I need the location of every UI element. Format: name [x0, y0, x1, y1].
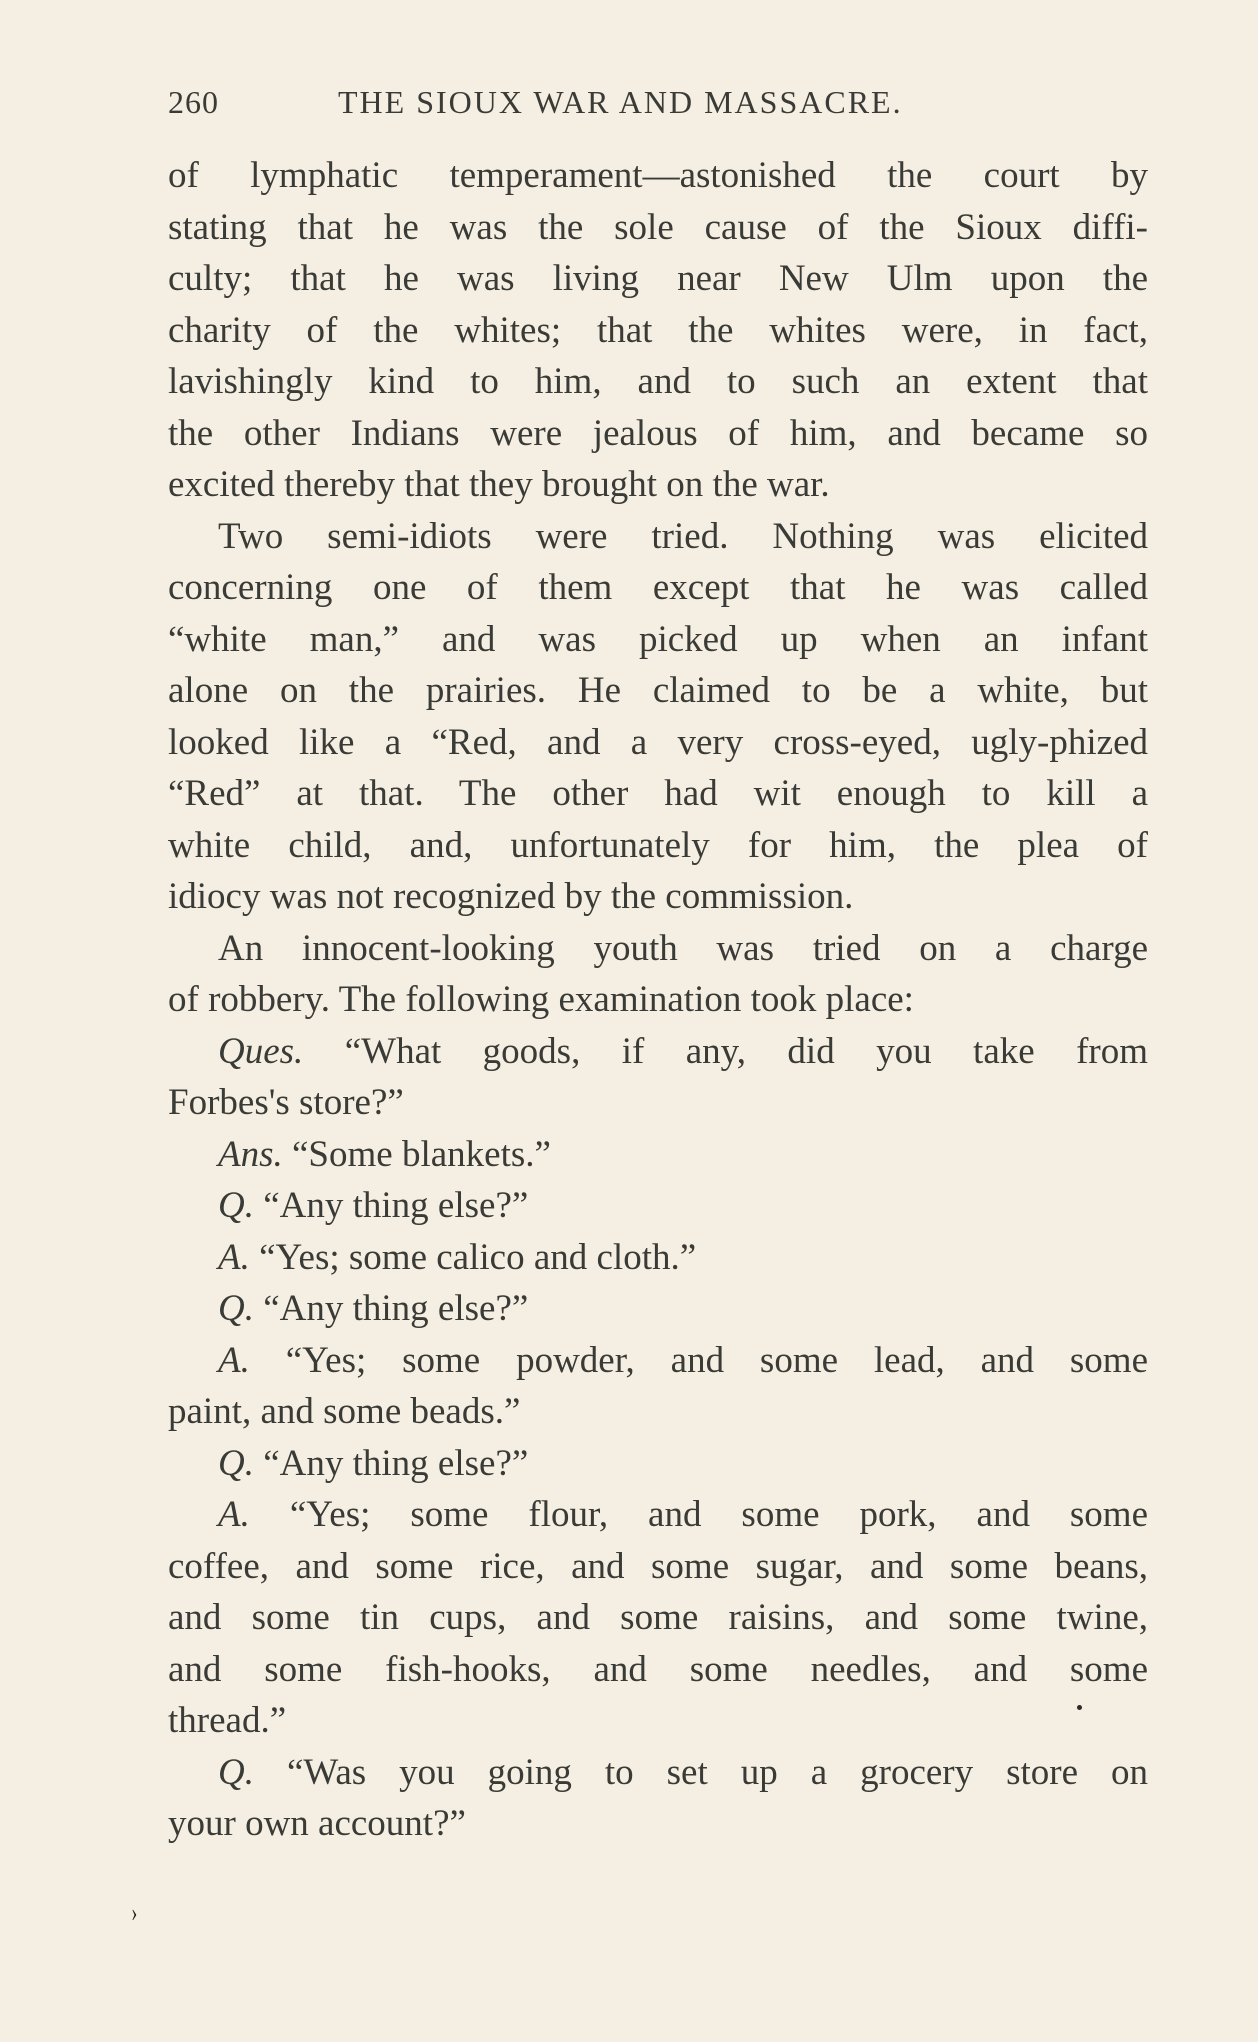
- text-line: and some fish-hooks, and some needles, and some: [168, 1648, 1148, 1690]
- text-line: coffee, and some rice, and some sugar, and some beans,: [168, 1545, 1148, 1587]
- body-text: [168, 150, 1148, 1850]
- running-head: [168, 84, 1148, 132]
- speaker-label: Q.: [218, 1288, 254, 1329]
- text-line: thread.”: [168, 1700, 287, 1741]
- speaker-label: Q.: [218, 1442, 254, 1484]
- dialogue-text: “Any thing else?”: [263, 1288, 529, 1329]
- speaker-label: Q.: [218, 1751, 254, 1793]
- text-line: of robbery. The following examination took place:: [168, 979, 914, 1020]
- dialogue-line: [168, 1283, 1148, 1335]
- text-line: Forbes's store?”: [168, 1082, 404, 1123]
- text-line: white child, and, unfortunately for him, the plea of: [168, 824, 1148, 866]
- text-line: “Red” at that. The other had wit enough to kill a: [168, 773, 1148, 814]
- speaker-label: Q.: [218, 1185, 254, 1226]
- dialogue-text: “Any thing else?”: [263, 1442, 529, 1484]
- dialogue-line: [168, 1489, 1148, 1541]
- text-line: lavishingly kind to him, and to such an extent that: [168, 361, 1148, 402]
- dialogue-line: [168, 1026, 1148, 1078]
- speaker-label: Ques.: [218, 1030, 304, 1072]
- speaker-label: Ans.: [218, 1133, 283, 1175]
- text-line: stating that he was the sole cause of the Sioux diffi-: [168, 206, 1148, 248]
- dialogue-line: [168, 1129, 1148, 1181]
- dialogue-text: “What goods, if any, did you take from: [344, 1030, 1148, 1072]
- text-line: “white man,” and was picked up when an infant: [168, 618, 1148, 660]
- speaker-label: A.: [218, 1339, 250, 1381]
- dialogue-text: “Yes; some flour, and some pork, and some: [289, 1494, 1148, 1535]
- dialogue-line: [168, 1438, 1148, 1490]
- text-line: your own account?”: [168, 1803, 466, 1844]
- running-title: THE SIOUX WAR AND MASSACRE.: [338, 84, 903, 120]
- text-line: charity of the whites; that the whites were, in fact,: [168, 309, 1148, 351]
- text-line: Two semi-idiots were tried. Nothing was elicited: [218, 515, 1148, 557]
- text-line: of lymphatic temperament—astonished the court by: [168, 155, 1148, 196]
- ink-dot-mark: [1077, 1705, 1082, 1710]
- speaker-label: A.: [218, 1494, 250, 1535]
- dialogue-text: “Yes; some calico and cloth.”: [259, 1236, 697, 1278]
- text-line: and some tin cups, and some raisins, and some twine,: [168, 1597, 1148, 1638]
- corner-mark: ›: [131, 1898, 138, 1927]
- text-line: culty; that he was living near New Ulm upon the: [168, 258, 1148, 299]
- text-line: the other Indians were jealous of him, and became so: [168, 412, 1148, 454]
- text-line: concerning one of them except that he was called: [168, 567, 1148, 608]
- speaker-label: A.: [218, 1236, 250, 1278]
- dialogue-text: “Was you going to set up a grocery store on: [286, 1751, 1148, 1793]
- dialogue-line: [168, 1180, 1148, 1232]
- page-number: 260: [168, 84, 219, 120]
- dialogue-text: “Some blankets.”: [292, 1133, 551, 1175]
- dialogue-text: “Yes; some powder, and some lead, and some: [285, 1339, 1148, 1381]
- dialogue-line: [168, 1232, 1148, 1284]
- dialogue-text: “Any thing else?”: [263, 1185, 529, 1226]
- dialogue-line: [168, 1747, 1148, 1799]
- text-line: paint, and some beads.”: [168, 1391, 521, 1432]
- text-line: An innocent-looking youth was tried on a charge: [218, 927, 1148, 969]
- text-line: looked like a “Red, and a very cross-eyed, ugly-phized: [168, 721, 1148, 763]
- text-line: alone on the prairies. He claimed to be a white, but: [168, 670, 1148, 711]
- text-line: excited thereby that they brought on the war.: [168, 464, 830, 505]
- dialogue-line: [168, 1335, 1148, 1387]
- text-line: idiocy was not recognized by the commission.: [168, 876, 854, 917]
